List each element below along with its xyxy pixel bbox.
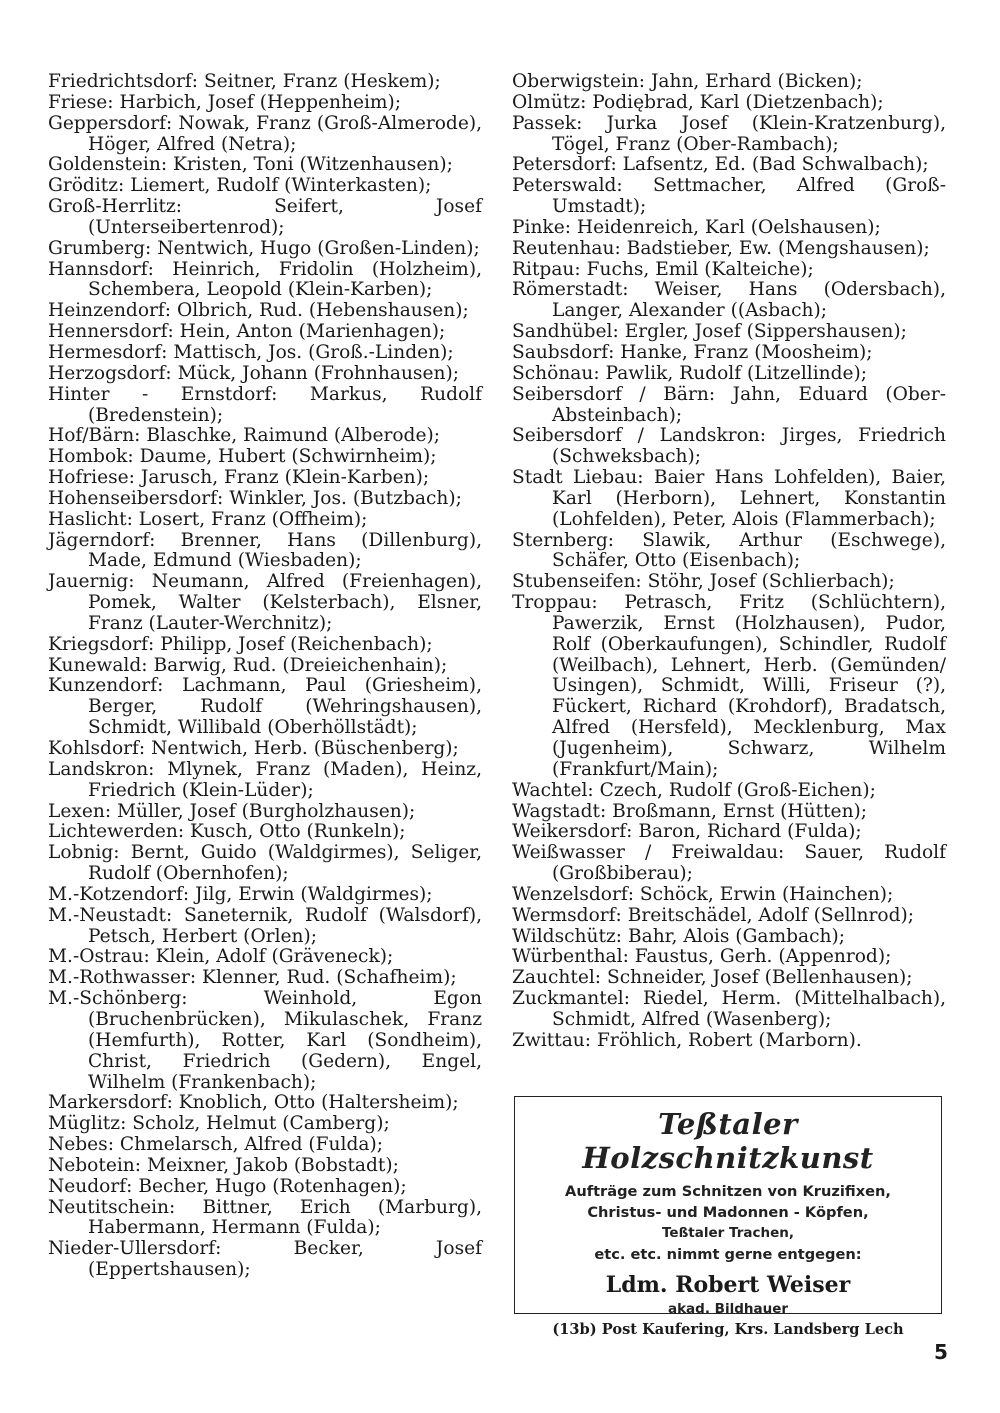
place-name: Passek: bbox=[512, 112, 583, 134]
list-item bbox=[512, 218, 946, 239]
resident-names: Losert, Franz (Offheim); bbox=[138, 508, 368, 530]
place-name: Hofriese: bbox=[48, 467, 135, 489]
list-item bbox=[48, 155, 482, 176]
list-item bbox=[512, 385, 946, 427]
place-name: Neudorf: bbox=[48, 1175, 133, 1197]
list-item bbox=[48, 239, 482, 260]
resident-names: Knoblich, Otto (Haltersheim); bbox=[178, 1092, 459, 1114]
resident-names: Sauer, Rudolf (Großbiberau); bbox=[552, 842, 946, 885]
place-name: Wagstadt: bbox=[512, 800, 607, 822]
list-item bbox=[48, 802, 482, 823]
place-name: Geppersdorf: bbox=[48, 112, 173, 134]
place-name: Petersdorf: bbox=[512, 154, 617, 176]
list-item bbox=[48, 1114, 482, 1135]
list-item bbox=[48, 447, 482, 468]
resident-names: Riedel, Herm. (Mittelhalbach), Schmidt, Alfred (Wasenberg); bbox=[552, 988, 946, 1030]
resident-names: Schneider, Josef (Bellenhausen); bbox=[606, 967, 913, 989]
list-item bbox=[48, 322, 482, 343]
resident-names: Jurka Josef (Klein-Kratzenburg), Tögel, Franz (Ober-Rambach); bbox=[552, 112, 946, 155]
place-name: Peterswald: bbox=[512, 175, 623, 197]
place-name: Würbenthal: bbox=[512, 946, 629, 968]
resident-names: Heinrich, Fridolin (Holzheim), Schembera, Leopold (Klein-Karben); bbox=[88, 258, 482, 301]
ad-line-3: Teßtaler Trachen, bbox=[662, 1225, 794, 1241]
list-item bbox=[48, 1239, 482, 1281]
list-item bbox=[512, 426, 946, 468]
list-item bbox=[48, 510, 482, 531]
place-name: Groß-Herrlitz: bbox=[48, 196, 183, 218]
place-name: Hannsdorf: bbox=[48, 258, 154, 280]
place-name: Kunzendorf: bbox=[48, 675, 164, 697]
list-item bbox=[512, 322, 946, 343]
place-name: M.-Kotzendorf: bbox=[48, 883, 190, 905]
place-name: Haslicht: bbox=[48, 508, 133, 530]
list-item bbox=[512, 364, 946, 385]
place-name: Jauernig: bbox=[48, 571, 135, 593]
place-name: Müglitz: bbox=[48, 1113, 127, 1135]
list-item bbox=[48, 385, 482, 427]
place-name: Nieder-Ullersdorf: bbox=[48, 1238, 222, 1260]
place-name: Oberwigstein: bbox=[512, 71, 646, 92]
resident-names: Olbrich, Rud. (Hebenshausen); bbox=[176, 300, 469, 322]
ad-line-4: etc. etc. nimmt gerne entgegen: bbox=[594, 1246, 862, 1263]
list-item bbox=[48, 343, 482, 364]
list-item bbox=[48, 531, 482, 573]
place-name: Kriegsdorf: bbox=[48, 633, 155, 655]
list-item bbox=[48, 1198, 482, 1240]
place-name: Schönau: bbox=[512, 362, 600, 384]
list-item bbox=[48, 176, 482, 197]
place-name: Zauchtel: bbox=[512, 967, 602, 989]
resident-names: Kristen, Toni (Witzenhausen); bbox=[173, 154, 453, 176]
place-name: Hermesdorf: bbox=[48, 341, 168, 363]
resident-names: Settmacher, Alfred (Groß-Umstadt); bbox=[552, 175, 946, 218]
resident-names: Bernt, Guido (Waldgirmes), Seliger, Rudolf (Obernhofen); bbox=[88, 842, 482, 885]
resident-names: Barwig, Rud. (Dreieichenhain); bbox=[153, 654, 448, 676]
list-item bbox=[512, 280, 946, 322]
list-item bbox=[512, 593, 946, 781]
resident-names: Blaschke, Raimund (Alberode); bbox=[146, 425, 440, 447]
list-item bbox=[48, 114, 482, 156]
place-name: Zwittau: bbox=[512, 1029, 592, 1051]
resident-names: Daume, Hubert (Schwirnheim); bbox=[139, 446, 437, 468]
resident-names: Schöck, Erwin (Hainchen); bbox=[639, 883, 894, 905]
list-item bbox=[48, 197, 482, 239]
resident-names: Seifert, Josef (Unterseibertenrod); bbox=[88, 196, 482, 238]
resident-names: Klein, Adolf (Gräveneck); bbox=[155, 946, 394, 968]
place-name: Stubenseifen: bbox=[512, 571, 642, 593]
resident-names: Kusch, Otto (Runkeln); bbox=[190, 821, 406, 843]
resident-names: Scholz, Helmut (Camberg); bbox=[132, 1113, 390, 1135]
resident-names: Becher, Hugo (Rotenhagen); bbox=[138, 1175, 407, 1197]
resident-names: Breitschädel, Adolf (Sellnrod); bbox=[627, 904, 915, 926]
resident-names: Jahn, Eduard (Ober-Absteinbach); bbox=[552, 383, 946, 426]
resident-names: Badstieber, Ew. (Mengshausen); bbox=[626, 237, 930, 259]
resident-names: Heidenreich, Karl (Oelshausen); bbox=[576, 216, 881, 238]
place-name: Heinzendorf: bbox=[48, 300, 172, 322]
place-name: Lobnig: bbox=[48, 842, 120, 864]
page-number: 5 bbox=[934, 1340, 948, 1364]
list-item bbox=[512, 781, 946, 802]
resident-names: Seitner, Franz (Heskem); bbox=[203, 71, 441, 92]
list-item bbox=[48, 739, 482, 760]
place-name: Herzogsdorf: bbox=[48, 362, 172, 384]
resident-names: Markus, Rudolf (Bredenstein); bbox=[88, 383, 482, 426]
list-item bbox=[48, 93, 482, 114]
resident-names: Ergler, Josef (Sippershausen); bbox=[624, 321, 907, 343]
resident-names: Fröhlich, Robert (Marborn). bbox=[596, 1029, 862, 1051]
place-name: Goldenstein: bbox=[48, 154, 168, 176]
list-item bbox=[512, 531, 946, 573]
list-item bbox=[48, 301, 482, 322]
resident-names: Nentwich, Herb. (Büschenberg); bbox=[151, 738, 459, 759]
list-item bbox=[512, 989, 946, 1031]
place-name: M.-Rothwasser: bbox=[48, 967, 197, 989]
list-item bbox=[512, 72, 946, 93]
place-name: Neutitschein: bbox=[48, 1196, 176, 1218]
list-item bbox=[48, 760, 482, 802]
ad-profession: akad. Bildhauer bbox=[667, 1301, 789, 1317]
place-name: Olmütz: bbox=[512, 91, 587, 113]
place-name: Stadt Liebau: bbox=[512, 467, 644, 489]
resident-names: Stöhr, Josef (Schlierbach); bbox=[647, 571, 895, 593]
resident-names: Brenner, Hans (Dillenburg), Made, Edmund (Wiesbaden); bbox=[88, 529, 482, 572]
resident-names: Jahn, Erhard (Bicken); bbox=[650, 71, 863, 92]
right-column bbox=[512, 72, 946, 1052]
place-name: Troppau: bbox=[512, 592, 598, 614]
list-item bbox=[512, 927, 946, 948]
resident-names: Jirges, Friedrich (Schweksbach); bbox=[552, 425, 946, 468]
list-item bbox=[48, 822, 482, 843]
list-item bbox=[512, 822, 946, 843]
place-name: Gröditz: bbox=[48, 175, 125, 197]
place-name: Pinke: bbox=[512, 216, 571, 238]
place-name: Seibersdorf / Landskron: bbox=[512, 425, 767, 447]
list-item bbox=[48, 656, 482, 677]
list-item bbox=[48, 906, 482, 948]
resident-names: Fuchs, Emil (Kalteiche); bbox=[586, 258, 814, 280]
resident-names: Lafsentz, Ed. (Bad Schwalbach); bbox=[622, 154, 929, 176]
place-name: Wermsdorf: bbox=[512, 904, 622, 926]
resident-names: Saneternik, Rudolf (Walsdorf), Petsch, Herbert (Orlen); bbox=[88, 904, 482, 947]
left-column bbox=[48, 72, 482, 1281]
list-item bbox=[512, 343, 946, 364]
ad-address: (13b) Post Kaufering, Krs. Landsberg Lech bbox=[552, 1321, 904, 1338]
list-item bbox=[512, 802, 946, 823]
resident-names: Mlynek, Franz (Maden), Heinz, Friedrich (Klein-Lüder); bbox=[88, 758, 482, 801]
resident-names: Neumann, Alfred (Freienhagen), Pomek, Walter (Kelsterbach), Elsner, Franz (Lauter-Werchnitz); bbox=[88, 571, 482, 634]
list-item bbox=[512, 176, 946, 218]
list-item bbox=[512, 260, 946, 281]
list-item bbox=[512, 885, 946, 906]
place-name: Weikersdorf: bbox=[512, 821, 633, 843]
resident-names: Bittner, Erich (Marburg), Habermann, Hermann (Fulda); bbox=[88, 1196, 482, 1239]
place-name: Wildschütz: bbox=[512, 925, 623, 947]
place-name: Hennersdorf: bbox=[48, 321, 174, 343]
resident-names: Bahr, Alois (Gambach); bbox=[627, 925, 846, 947]
resident-names: Mück, Johann (Frohnhausen); bbox=[177, 362, 459, 384]
list-item bbox=[48, 947, 482, 968]
resident-names: Nentwich, Hugo (Großen-Linden); bbox=[157, 237, 480, 259]
place-name: Saubsdorf: bbox=[512, 341, 615, 363]
list-item bbox=[512, 1031, 946, 1052]
place-name: Nebes: bbox=[48, 1134, 114, 1156]
place-name: M.-Ostrau: bbox=[48, 946, 150, 968]
resident-names: Harbich, Josef (Heppenheim); bbox=[119, 91, 402, 113]
list-item bbox=[48, 989, 482, 1093]
place-name: Wenzelsdorf: bbox=[512, 883, 634, 905]
list-item bbox=[48, 843, 482, 885]
place-name: Hinter - Ernstdorf: bbox=[48, 383, 278, 405]
place-name: Reutenhau: bbox=[512, 237, 621, 259]
list-item bbox=[512, 239, 946, 260]
resident-names: Klenner, Rud. (Schafheim); bbox=[202, 967, 457, 989]
list-item bbox=[512, 468, 946, 531]
place-name: Seibersdorf / Bärn: bbox=[512, 383, 716, 405]
list-item bbox=[48, 1093, 482, 1114]
place-name: Hohenseibersdorf: bbox=[48, 487, 224, 509]
resident-names: Philipp, Josef (Reichenbach); bbox=[160, 633, 433, 655]
list-item bbox=[48, 885, 482, 906]
resident-names: Hanke, Franz (Moosheim); bbox=[620, 341, 873, 363]
place-name: Lexen: bbox=[48, 800, 112, 822]
resident-names: Mattisch, Jos. (Groß.-Linden); bbox=[173, 341, 454, 363]
place-name: Markersdorf: bbox=[48, 1092, 173, 1114]
resident-names: Baier Hans Lohfelden), Baier, Karl (Herborn), Lehnert, Konstantin (Lohfelden), Peter, Alois (Flammerbach); bbox=[552, 467, 946, 530]
place-name: Hombok: bbox=[48, 446, 134, 468]
resident-names: Nowak, Franz (Groß-Almerode), Höger, Alfred (Netra); bbox=[88, 112, 482, 155]
list-item bbox=[512, 114, 946, 156]
resident-names: Slawik, Arthur (Eschwege), Schäfer, Otto (Eisenbach); bbox=[552, 529, 946, 572]
list-item bbox=[48, 468, 482, 489]
ad-name: Ldm. Robert Weiser bbox=[605, 1272, 851, 1298]
list-item bbox=[512, 155, 946, 176]
list-item bbox=[48, 1177, 482, 1198]
place-name: Wachtel: bbox=[512, 779, 594, 801]
resident-names: Chmelarsch, Alfred (Fulda); bbox=[119, 1134, 383, 1156]
ad-line-2: Christus- und Madonnen - Köpfen, bbox=[587, 1204, 869, 1221]
list-item bbox=[48, 1135, 482, 1156]
place-name: Weißwasser / Freiwaldau: bbox=[512, 842, 785, 864]
resident-names: Becker, Josef (Eppertshausen); bbox=[88, 1238, 482, 1281]
place-name: M.-Neustadt: bbox=[48, 904, 173, 926]
list-item bbox=[512, 968, 946, 989]
list-item bbox=[48, 635, 482, 656]
list-item bbox=[48, 426, 482, 447]
resident-names: Hein, Anton (Marienhagen); bbox=[179, 321, 446, 343]
resident-names: Baron, Richard (Fulda); bbox=[638, 821, 862, 843]
place-name: Landskron: bbox=[48, 758, 155, 780]
advertisement-box bbox=[514, 1096, 942, 1338]
list-item bbox=[512, 947, 946, 968]
place-name: Lichtewerden: bbox=[48, 821, 185, 843]
list-item bbox=[48, 72, 482, 93]
ad-title: Teßtaler Holzschnitzkunst bbox=[582, 1107, 874, 1175]
resident-names: Podiębrad, Karl (Dietzenbach); bbox=[592, 91, 884, 113]
place-name: Grumberg: bbox=[48, 237, 152, 259]
place-name: Friese: bbox=[48, 91, 114, 113]
list-item bbox=[512, 906, 946, 927]
resident-names: Petrasch, Fritz (Schlüchtern), Pawerzik, Ernst (Holzhausen), Pudor, Rolf (Oberkaufungen), Schindler, Rudolf (Weilbach), Lehnert, Herb. (Gemünden/ Usingen), Schmidt, Willi, Friseur (?), Fückert, Richard (Krohdorf), Bradatsch, Alfred (Hersfeld), Mecklenburg, Max (Jugenheim), Schwarz, Wilhelm (Frankfurt/Main); bbox=[552, 592, 946, 780]
resident-names: Lachmann, Paul (Griesheim), Berger, Rudolf (Wehringshausen), Schmidt, Willibald (Oberhöllstädt); bbox=[88, 675, 482, 739]
resident-names: Weiser, Hans (Odersbach), Langer, Alexander ((Asbach); bbox=[552, 279, 946, 322]
list-item bbox=[48, 489, 482, 510]
resident-names: Jilg, Erwin (Waldgirmes); bbox=[195, 883, 433, 905]
place-name: Hof/Bärn: bbox=[48, 425, 141, 447]
place-name: Sandhübel: bbox=[512, 321, 619, 343]
place-name: Ritpau: bbox=[512, 258, 581, 280]
list-item bbox=[48, 572, 482, 635]
place-name: Römerstadt: bbox=[512, 279, 629, 301]
resident-names: Weinhold, Egon (Bruchenbrücken), Mikulaschek, Franz (Hemfurth), Rotter, Karl (Sondheim), Christ, Friedrich (Gedern), Engel, Wilhelm (Frankenbach); bbox=[88, 988, 482, 1093]
resident-names: Broßmann, Ernst (Hütten); bbox=[612, 800, 868, 822]
list-item bbox=[48, 260, 482, 302]
resident-names: Müller, Josef (Burgholzhausen); bbox=[117, 800, 416, 822]
place-name: Zuckmantel: bbox=[512, 988, 630, 1010]
resident-names: Faustus, Gerh. (Appenrod); bbox=[634, 946, 892, 968]
place-name: Nebotein: bbox=[48, 1154, 142, 1176]
resident-names: Jarusch, Franz (Klein-Karben); bbox=[140, 467, 430, 489]
list-item bbox=[48, 676, 482, 739]
list-item bbox=[48, 968, 482, 989]
resident-names: Liemert, Rudolf (Winterkasten); bbox=[130, 175, 432, 197]
place-name: M.-Schönberg: bbox=[48, 988, 188, 1010]
list-item bbox=[48, 1156, 482, 1177]
place-name: Sternberg: bbox=[512, 529, 615, 551]
ad-line-1: Aufträge zum Schnitzen von Kruzifixen, bbox=[565, 1183, 891, 1200]
place-name: Kohlsdorf: bbox=[48, 738, 146, 759]
resident-names: Meixner, Jakob (Bobstadt); bbox=[146, 1154, 399, 1176]
list-item bbox=[512, 843, 946, 885]
list-item bbox=[512, 93, 946, 114]
place-name: Jägerndorf: bbox=[48, 529, 156, 551]
list-item bbox=[512, 572, 946, 593]
resident-names: Pawlik, Rudolf (Litzellinde); bbox=[605, 362, 868, 384]
resident-names: Winkler, Jos. (Butzbach); bbox=[229, 487, 462, 509]
place-name: Kunewald: bbox=[48, 654, 148, 676]
place-name: Friedrichtsdorf: bbox=[48, 71, 199, 92]
resident-names: Czech, Rudolf (Groß-Eichen); bbox=[599, 779, 876, 801]
list-item bbox=[48, 364, 482, 385]
